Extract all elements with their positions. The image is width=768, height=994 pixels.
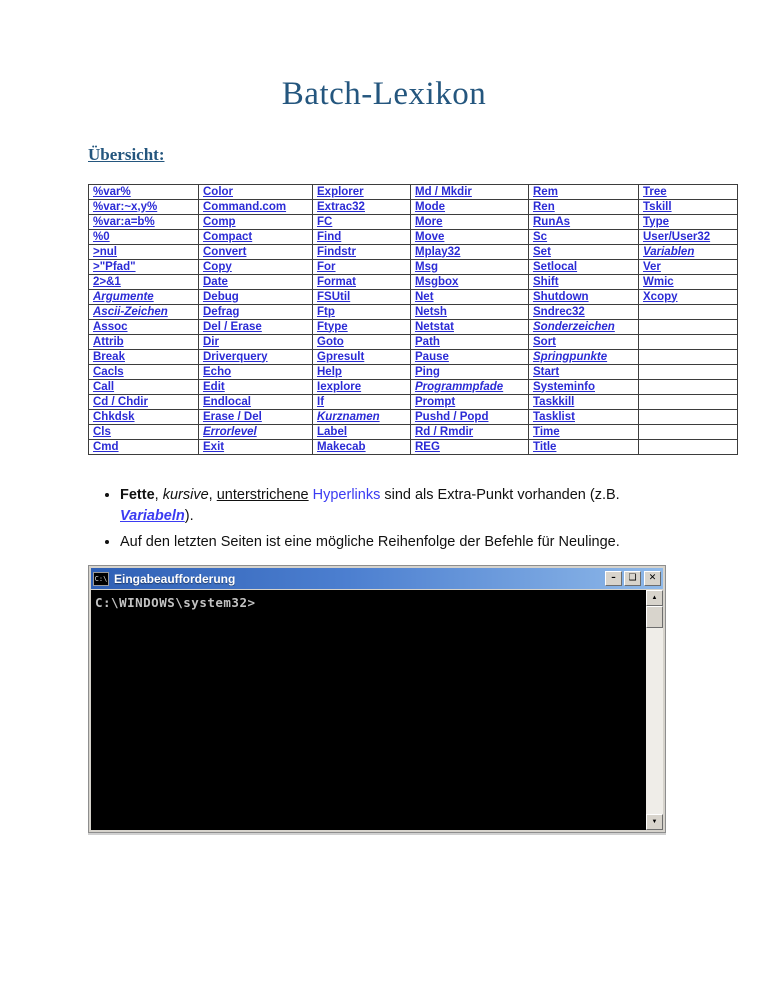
table-cell xyxy=(199,200,313,215)
table-cell xyxy=(313,200,411,215)
command-link[interactable]: Label xyxy=(317,425,348,438)
table-cell xyxy=(639,425,738,440)
command-link[interactable]: Color xyxy=(203,185,234,198)
table-cell xyxy=(639,380,738,395)
command-link[interactable]: Path xyxy=(415,335,440,348)
table-cell xyxy=(89,245,199,260)
table-cell xyxy=(529,275,639,290)
command-link[interactable]: Date xyxy=(203,275,228,288)
command-link[interactable]: Tree xyxy=(643,185,667,198)
table-cell xyxy=(199,380,313,395)
table-row xyxy=(89,290,738,305)
table-row xyxy=(89,365,738,380)
table-cell xyxy=(529,335,639,350)
table-cell xyxy=(529,215,639,230)
command-link[interactable]: Move xyxy=(415,230,445,243)
command-link[interactable]: Tskill xyxy=(643,200,672,213)
command-link[interactable]: Find xyxy=(317,230,342,243)
command-link[interactable]: Sndrec32 xyxy=(533,305,585,318)
table-cell xyxy=(199,305,313,320)
close-button[interactable]: ✕ xyxy=(644,571,661,586)
table-cell xyxy=(529,410,639,425)
table-cell xyxy=(89,365,199,380)
command-link[interactable]: Type xyxy=(643,215,669,228)
table-cell xyxy=(529,425,639,440)
command-link[interactable]: Compact xyxy=(203,230,253,243)
table-cell xyxy=(313,230,411,245)
command-link[interactable]: >nul xyxy=(93,245,117,258)
table-cell xyxy=(639,395,738,410)
command-link[interactable]: Edit xyxy=(203,380,225,393)
table-cell xyxy=(89,260,199,275)
command-link[interactable]: Del / Erase xyxy=(203,320,262,333)
command-link[interactable]: Convert xyxy=(203,245,247,258)
table-cell xyxy=(313,335,411,350)
table-row xyxy=(89,245,738,260)
table-cell xyxy=(199,365,313,380)
command-link[interactable]: Call xyxy=(93,380,115,393)
table-cell xyxy=(529,350,639,365)
command-link[interactable]: Goto xyxy=(317,335,344,348)
note-segment: , xyxy=(154,487,163,503)
table-cell xyxy=(411,335,529,350)
command-link[interactable]: Cmd xyxy=(93,440,119,453)
table-cell xyxy=(89,305,199,320)
maximize-button[interactable]: ❑ xyxy=(624,571,641,586)
table-cell xyxy=(199,275,313,290)
table-cell xyxy=(529,230,639,245)
command-link[interactable]: Set xyxy=(533,245,551,258)
table-cell xyxy=(529,320,639,335)
table-cell xyxy=(89,320,199,335)
table-cell xyxy=(411,275,529,290)
command-link[interactable]: %var% xyxy=(93,185,131,198)
table-cell xyxy=(89,380,199,395)
command-link[interactable]: Attrib xyxy=(93,335,124,348)
table-cell xyxy=(529,185,639,200)
table-row xyxy=(89,185,738,200)
command-link[interactable]: Sc xyxy=(533,230,548,243)
inline-link[interactable]: Hyperlinks xyxy=(312,487,381,503)
table-cell xyxy=(411,350,529,365)
command-link[interactable]: Xcopy xyxy=(643,290,678,303)
table-cell xyxy=(639,410,738,425)
table-cell xyxy=(639,200,738,215)
command-link[interactable]: %var:a=b% xyxy=(93,215,155,228)
table-cell xyxy=(411,395,529,410)
table-cell xyxy=(529,245,639,260)
command-link[interactable]: Errorlevel xyxy=(203,425,257,438)
command-link[interactable]: Netstat xyxy=(415,320,454,333)
table-cell xyxy=(411,320,529,335)
table-row xyxy=(89,200,738,215)
scroll-up-icon[interactable]: ▲ xyxy=(646,590,663,606)
table-row xyxy=(89,350,738,365)
table-cell xyxy=(313,245,411,260)
command-link[interactable]: Shift xyxy=(533,275,559,288)
window-title: Eingabeaufforderung xyxy=(114,571,236,586)
table-cell xyxy=(529,200,639,215)
table-cell xyxy=(411,185,529,200)
command-link[interactable]: Ftp xyxy=(317,305,335,318)
table-row xyxy=(89,320,738,335)
minimize-button[interactable]: – xyxy=(605,571,622,586)
table-cell xyxy=(639,260,738,275)
command-link[interactable]: Systeminfo xyxy=(533,380,595,393)
command-link[interactable]: Command.com xyxy=(203,200,287,213)
command-link[interactable]: Prompt xyxy=(415,395,456,408)
table-cell xyxy=(639,290,738,305)
command-link[interactable]: Rd / Rmdir xyxy=(415,425,474,438)
table-cell xyxy=(89,185,199,200)
command-link[interactable]: Netsh xyxy=(415,305,447,318)
scrollbar-thumb[interactable] xyxy=(646,606,663,628)
table-row xyxy=(89,260,738,275)
command-link[interactable]: Debug xyxy=(203,290,239,303)
command-link[interactable]: Net xyxy=(415,290,434,303)
command-link[interactable]: Gpresult xyxy=(317,350,365,363)
table-cell xyxy=(313,290,411,305)
command-link[interactable]: Ren xyxy=(533,200,555,213)
command-link[interactable]: Argumente xyxy=(93,290,154,303)
table-cell xyxy=(313,365,411,380)
scrollbar[interactable] xyxy=(646,590,663,830)
table-cell xyxy=(529,290,639,305)
scroll-down-icon[interactable]: ▼ xyxy=(646,814,663,830)
table-cell xyxy=(639,365,738,380)
table-cell xyxy=(89,395,199,410)
command-link[interactable]: Taskkill xyxy=(533,395,575,408)
table-cell xyxy=(529,380,639,395)
console-client-area[interactable] xyxy=(91,590,663,830)
table-cell xyxy=(313,395,411,410)
table-cell xyxy=(89,425,199,440)
note-item-reihenfolge: • Auf den letzten Seiten ist eine mögliche Reihenfolge der Befehle für Neulinge. xyxy=(120,532,664,553)
command-link[interactable]: Comp xyxy=(203,215,236,228)
command-link[interactable]: Rem xyxy=(533,185,558,198)
table-cell xyxy=(199,440,313,455)
table-cell xyxy=(313,380,411,395)
table-cell xyxy=(313,215,411,230)
table-cell xyxy=(639,230,738,245)
command-link[interactable]: Wmic xyxy=(643,275,674,288)
command-link[interactable]: Findstr xyxy=(317,245,356,258)
table-cell xyxy=(411,305,529,320)
command-link[interactable]: %0 xyxy=(93,230,110,243)
table-cell xyxy=(313,425,411,440)
table-cell xyxy=(199,335,313,350)
table-cell xyxy=(313,305,411,320)
command-link[interactable]: Assoc xyxy=(93,320,128,333)
table-cell xyxy=(411,440,529,455)
table-cell xyxy=(313,440,411,455)
table-cell xyxy=(529,305,639,320)
table-cell xyxy=(89,290,199,305)
command-prompt-icon: C:\ xyxy=(93,572,109,586)
command-link[interactable]: RunAs xyxy=(533,215,571,228)
table-cell xyxy=(199,395,313,410)
table-cell xyxy=(89,335,199,350)
table-cell xyxy=(199,320,313,335)
command-link[interactable]: Pause xyxy=(415,350,449,363)
command-link[interactable]: Echo xyxy=(203,365,232,378)
table-cell xyxy=(199,410,313,425)
table-row xyxy=(89,410,738,425)
command-link[interactable]: Pushd / Popd xyxy=(415,410,489,423)
command-link[interactable]: If xyxy=(317,395,325,408)
table-cell xyxy=(199,260,313,275)
table-cell xyxy=(639,245,738,260)
table-row xyxy=(89,230,738,245)
command-link[interactable]: Makecab xyxy=(317,440,366,453)
table-cell xyxy=(411,260,529,275)
table-cell xyxy=(313,350,411,365)
table-cell xyxy=(199,290,313,305)
command-link[interactable]: Extrac32 xyxy=(317,200,365,213)
table-cell xyxy=(89,200,199,215)
table-cell xyxy=(639,215,738,230)
table-cell xyxy=(411,410,529,425)
command-link[interactable]: Start xyxy=(533,365,560,378)
command-link[interactable]: >"Pfad" xyxy=(93,260,136,273)
table-row xyxy=(89,380,738,395)
table-cell xyxy=(639,320,738,335)
note-segment: , xyxy=(208,487,217,503)
table-cell xyxy=(313,410,411,425)
command-link[interactable]: Setlocal xyxy=(533,260,578,273)
command-link[interactable]: Cacls xyxy=(93,365,124,378)
command-link[interactable]: Exit xyxy=(203,440,225,453)
table-cell xyxy=(529,365,639,380)
command-link[interactable]: Title xyxy=(533,440,557,453)
command-link[interactable]: FSUtil xyxy=(317,290,351,303)
page-title: Batch-Lexikon xyxy=(281,76,487,112)
table-cell xyxy=(529,440,639,455)
command-link[interactable]: Programmpfade xyxy=(415,380,504,393)
command-link[interactable]: For xyxy=(317,260,336,273)
table-row xyxy=(89,305,738,320)
command-link[interactable]: Endlocal xyxy=(203,395,251,408)
command-link[interactable]: More xyxy=(415,215,443,228)
table-cell xyxy=(411,380,529,395)
command-link[interactable]: Mplay32 xyxy=(415,245,461,258)
table-cell xyxy=(89,410,199,425)
table-cell xyxy=(639,275,738,290)
command-overview-table xyxy=(88,184,738,455)
command-link[interactable]: Ascii-Zeichen xyxy=(93,305,168,318)
table-cell xyxy=(639,305,738,320)
table-cell xyxy=(313,320,411,335)
note-rich-text xyxy=(120,487,620,524)
command-link[interactable]: Erase / Del xyxy=(203,410,262,423)
table-cell xyxy=(199,185,313,200)
command-link[interactable]: Help xyxy=(317,365,342,378)
command-link[interactable]: Tasklist xyxy=(533,410,575,423)
command-link[interactable]: Sort xyxy=(533,335,556,348)
table-cell xyxy=(199,245,313,260)
command-link[interactable]: Explorer xyxy=(317,185,364,198)
command-link[interactable]: Iexplore xyxy=(317,380,362,393)
table-cell xyxy=(313,260,411,275)
note-segment: ). xyxy=(184,508,194,524)
table-cell xyxy=(411,200,529,215)
table-cell xyxy=(411,425,529,440)
inline-link[interactable]: Variabeln xyxy=(120,508,185,524)
table-cell xyxy=(89,230,199,245)
command-link[interactable]: Ping xyxy=(415,365,440,378)
table-cell xyxy=(199,230,313,245)
command-link[interactable]: Ver xyxy=(643,260,661,273)
note-segment: kursive xyxy=(162,487,209,503)
command-link[interactable]: Cls xyxy=(93,425,111,438)
table-cell xyxy=(639,335,738,350)
table-cell xyxy=(199,350,313,365)
section-heading: Übersicht: xyxy=(88,145,165,164)
table-cell xyxy=(411,365,529,380)
command-link[interactable]: Break xyxy=(93,350,125,363)
table-cell xyxy=(411,290,529,305)
console-prompt: C:\WINDOWS\system32> xyxy=(95,595,256,610)
command-link[interactable]: Msg xyxy=(415,260,438,273)
command-link[interactable]: Chkdsk xyxy=(93,410,135,423)
table-cell xyxy=(199,215,313,230)
notes-list xyxy=(104,485,664,553)
command-link[interactable]: Shutdown xyxy=(533,290,589,303)
command-link[interactable]: Driverquery xyxy=(203,350,268,363)
command-link[interactable]: Springpunkte xyxy=(533,350,608,363)
table-row xyxy=(89,335,738,350)
command-link[interactable]: Time xyxy=(533,425,560,438)
console-window xyxy=(88,565,666,833)
table-cell xyxy=(529,260,639,275)
note-segment: Fette xyxy=(120,487,155,503)
command-link[interactable]: 2>&1 xyxy=(93,275,121,288)
console-titlebar[interactable] xyxy=(91,568,663,589)
table-row xyxy=(89,275,738,290)
table-cell xyxy=(411,245,529,260)
table-cell xyxy=(639,440,738,455)
command-link[interactable]: Mode xyxy=(415,200,446,213)
table-cell xyxy=(89,275,199,290)
command-link[interactable]: Sonderzeichen xyxy=(533,320,615,333)
table-cell xyxy=(639,350,738,365)
table-cell xyxy=(89,440,199,455)
table-row xyxy=(89,440,738,455)
table-row xyxy=(89,395,738,410)
command-link[interactable]: Dir xyxy=(203,335,219,348)
table-cell xyxy=(313,185,411,200)
command-link[interactable]: Ftype xyxy=(317,320,348,333)
command-link[interactable]: Msgbox xyxy=(415,275,459,288)
table-cell xyxy=(199,425,313,440)
note-item-hyperlinks xyxy=(120,485,664,527)
command-link[interactable]: %var:~x,y% xyxy=(93,200,158,213)
command-link[interactable]: Md / Mkdir xyxy=(415,185,472,198)
command-link[interactable]: Defrag xyxy=(203,305,240,318)
table-row xyxy=(89,425,738,440)
table-cell xyxy=(529,395,639,410)
command-link[interactable]: Variablen xyxy=(643,245,695,258)
command-link[interactable]: Kurznamen xyxy=(317,410,380,423)
note-segment: sind als Extra-Punkt vorhanden (z.B. xyxy=(380,487,620,503)
table-row xyxy=(89,215,738,230)
table-cell xyxy=(639,185,738,200)
note-segment: unterstrichene xyxy=(216,487,309,503)
command-link[interactable]: FC xyxy=(317,215,333,228)
command-link[interactable]: User/User32 xyxy=(643,230,711,243)
table-cell xyxy=(411,230,529,245)
table-cell xyxy=(89,215,199,230)
command-link[interactable]: Cd / Chdir xyxy=(93,395,148,408)
table-cell xyxy=(89,350,199,365)
command-link[interactable]: REG xyxy=(415,440,440,453)
table-cell xyxy=(313,275,411,290)
command-link[interactable]: Copy xyxy=(203,260,232,273)
table-cell xyxy=(411,215,529,230)
command-link[interactable]: Format xyxy=(317,275,356,288)
